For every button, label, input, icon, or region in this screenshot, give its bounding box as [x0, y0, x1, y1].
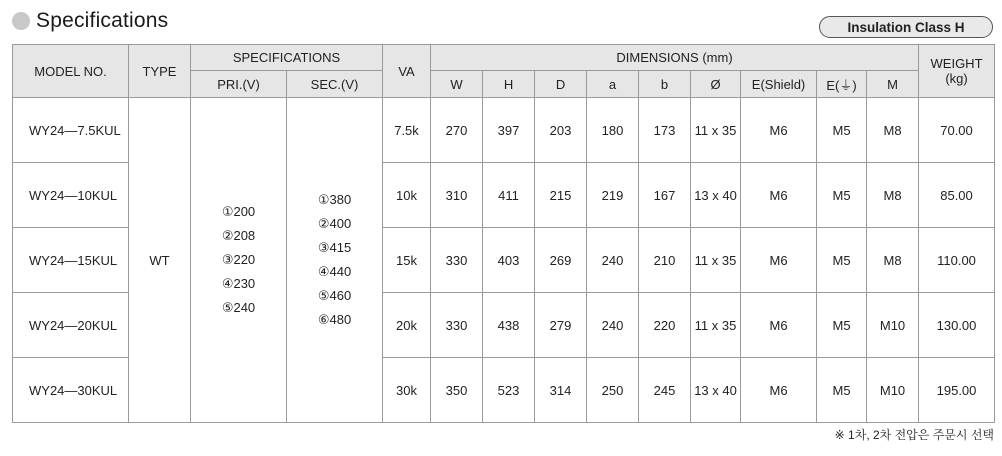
model-cell: WY24—30KUL — [13, 358, 129, 423]
b-cell: 173 — [639, 98, 691, 163]
pri-option: ①200 — [221, 204, 256, 219]
b-cell: 220 — [639, 293, 691, 358]
e-ground-cell: M5 — [817, 98, 867, 163]
header-a: a — [587, 71, 639, 98]
section-header — [12, 6, 168, 36]
header-h: H — [483, 71, 535, 98]
h-cell: 403 — [483, 228, 535, 293]
footnote: ※ 1차, 2차 전압은 주문시 선택 — [834, 428, 994, 442]
model-cell: WY24—10KUL — [13, 163, 129, 228]
b-cell: 210 — [639, 228, 691, 293]
weight-cell: 130.00 — [919, 293, 995, 358]
e-shield-cell: M6 — [741, 358, 817, 423]
m-cell: M8 — [867, 228, 919, 293]
w-cell: 310 — [431, 163, 483, 228]
b-cell: 245 — [639, 358, 691, 423]
phi-cell: 13 x 40 — [691, 163, 741, 228]
sec-option: ⑤460 — [317, 288, 352, 303]
specifications-table — [12, 44, 995, 423]
va-cell: 10k — [383, 163, 431, 228]
m-cell: M10 — [867, 293, 919, 358]
d-cell: 203 — [535, 98, 587, 163]
weight-cell: 70.00 — [919, 98, 995, 163]
header-e-shield: E(Shield) — [741, 71, 817, 98]
va-cell: 7.5k — [383, 98, 431, 163]
d-cell: 314 — [535, 358, 587, 423]
header-specifications: SPECIFICATIONS — [191, 45, 383, 71]
page-title: Specifications — [36, 9, 169, 32]
a-cell: 180 — [587, 98, 639, 163]
e-shield-cell: M6 — [741, 293, 817, 358]
sec-option: ④440 — [317, 264, 352, 279]
d-cell: 269 — [535, 228, 587, 293]
sec-voltage-cell — [287, 98, 383, 423]
a-cell: 240 — [587, 228, 639, 293]
insulation-class-badge: Insulation Class H — [819, 16, 993, 38]
header-sec: SEC.(V) — [287, 71, 383, 98]
header-weight-unit: (kg) — [945, 71, 968, 86]
m-cell: M8 — [867, 163, 919, 228]
header-m: M — [867, 71, 919, 98]
header-weight — [919, 45, 995, 98]
va-cell: 20k — [383, 293, 431, 358]
header-type: TYPE — [129, 45, 191, 98]
sec-option: ②400 — [317, 216, 352, 231]
header-d: D — [535, 71, 587, 98]
h-cell: 523 — [483, 358, 535, 423]
bullet-icon — [12, 12, 30, 30]
d-cell: 279 — [535, 293, 587, 358]
header-model: MODEL NO. — [13, 45, 129, 98]
header-e-ground: E(⏚) — [817, 71, 867, 98]
sec-option: ③415 — [317, 240, 352, 255]
model-cell: WY24—15KUL — [13, 228, 129, 293]
h-cell: 411 — [483, 163, 535, 228]
w-cell: 330 — [431, 293, 483, 358]
e-ground-cell: M5 — [817, 358, 867, 423]
e-shield-cell: M6 — [741, 163, 817, 228]
e-ground-cell: M5 — [817, 163, 867, 228]
w-cell: 350 — [431, 358, 483, 423]
header-dimensions: DIMENSIONS (mm) — [431, 45, 919, 71]
pri-option: ④230 — [221, 276, 256, 291]
h-cell: 397 — [483, 98, 535, 163]
pri-option: ②208 — [221, 228, 256, 243]
weight-cell: 110.00 — [919, 228, 995, 293]
d-cell: 215 — [535, 163, 587, 228]
phi-cell: 11 x 35 — [691, 228, 741, 293]
va-cell: 30k — [383, 358, 431, 423]
phi-cell: 13 x 40 — [691, 358, 741, 423]
phi-cell: 11 x 35 — [691, 98, 741, 163]
pri-option: ⑤240 — [221, 300, 256, 315]
w-cell: 330 — [431, 228, 483, 293]
m-cell: M10 — [867, 358, 919, 423]
e-shield-cell: M6 — [741, 228, 817, 293]
header-weight-label: WEIGHT — [930, 56, 983, 71]
b-cell: 167 — [639, 163, 691, 228]
e-shield-cell: M6 — [741, 98, 817, 163]
pri-voltage-cell — [191, 98, 287, 423]
e-ground-cell: M5 — [817, 228, 867, 293]
table-row — [13, 98, 995, 163]
sec-option: ⑥480 — [317, 312, 352, 327]
weight-cell: 195.00 — [919, 358, 995, 423]
header-va: VA — [383, 45, 431, 98]
a-cell: 219 — [587, 163, 639, 228]
e-ground-cell: M5 — [817, 293, 867, 358]
model-cell: WY24—20KUL — [13, 293, 129, 358]
model-cell: WY24—7.5KUL — [13, 98, 129, 163]
weight-cell: 85.00 — [919, 163, 995, 228]
h-cell: 438 — [483, 293, 535, 358]
sec-option: ①380 — [317, 192, 352, 207]
pri-option: ③220 — [221, 252, 256, 267]
header-pri: PRI.(V) — [191, 71, 287, 98]
a-cell: 240 — [587, 293, 639, 358]
header-phi: Ø — [691, 71, 741, 98]
w-cell: 270 — [431, 98, 483, 163]
type-cell: WT — [129, 98, 191, 423]
m-cell: M8 — [867, 98, 919, 163]
phi-cell: 11 x 35 — [691, 293, 741, 358]
header-w: W — [431, 71, 483, 98]
va-cell: 15k — [383, 228, 431, 293]
header-b: b — [639, 71, 691, 98]
a-cell: 250 — [587, 358, 639, 423]
